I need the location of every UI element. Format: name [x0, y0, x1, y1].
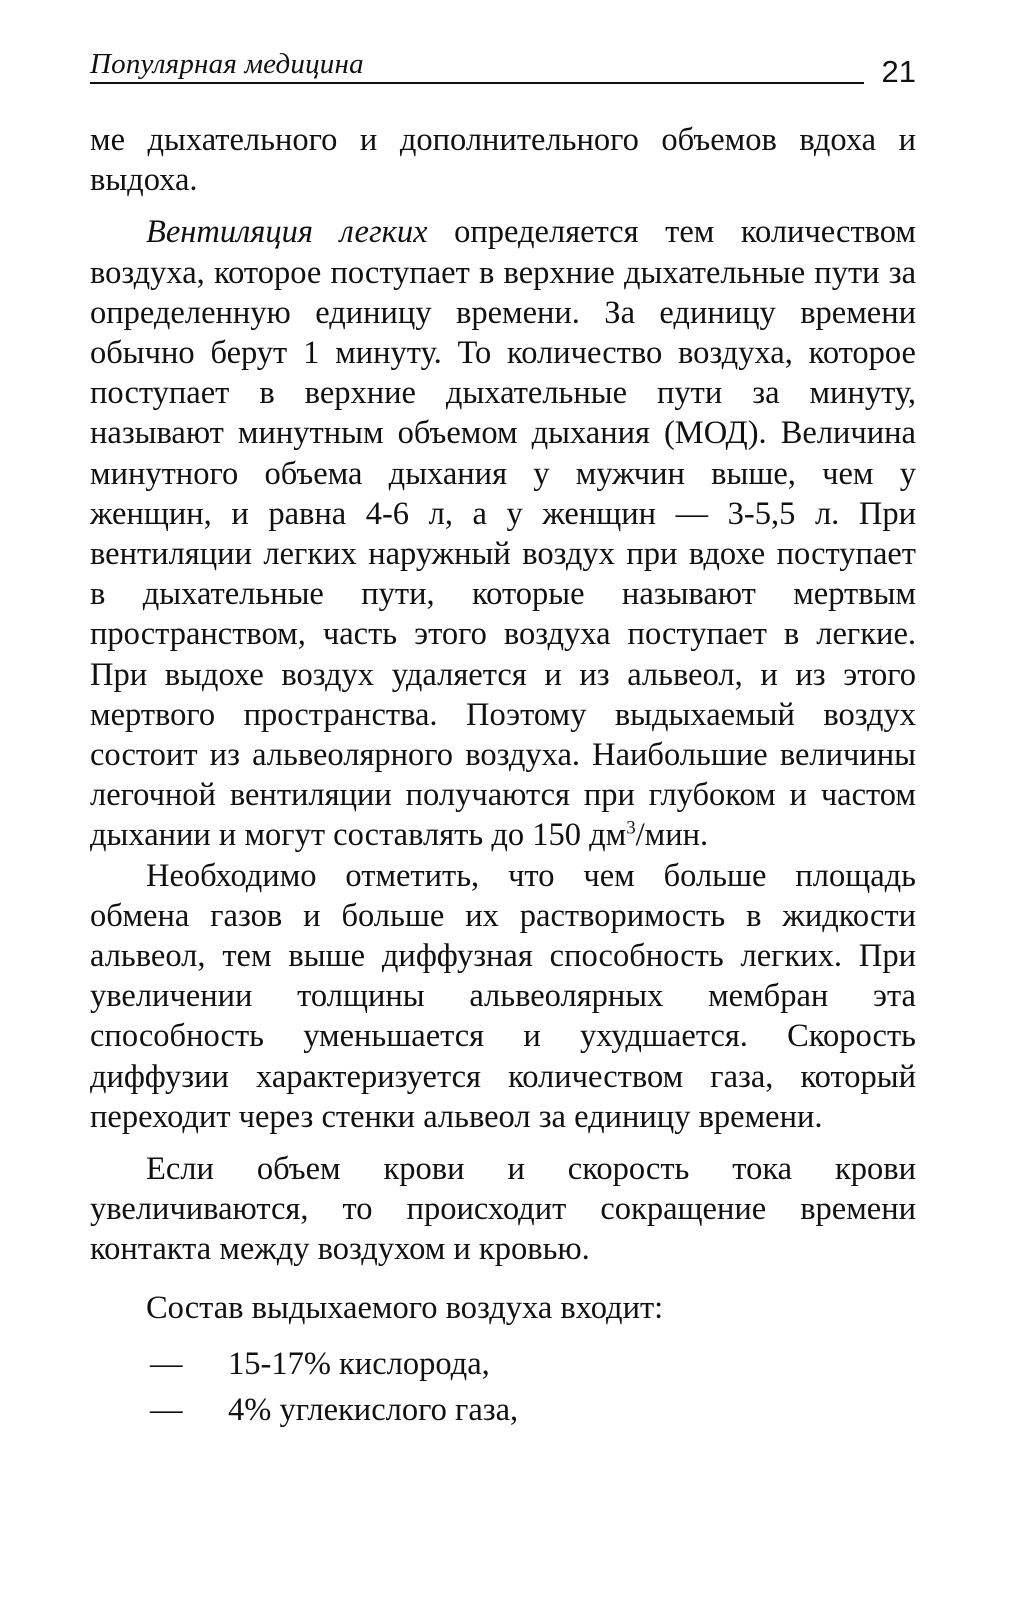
list-item — [90, 1388, 916, 1432]
paragraph-exhaled-air: Состав выдыхаемого воздуха входит: — [146, 1289, 664, 1326]
list-dash: — — [150, 1391, 183, 1428]
paragraph-lung-ventilation — [90, 212, 916, 855]
book-page — [90, 40, 916, 1434]
paragraph-diffusion: Необходимо отметить, что чем больше площадь обмена газов и больше их растворимость в жидкости альвеол, тем выше диффузная способность легких. При увеличении толщины альвеолярных мембран эта способность уменьшается и ухудшается. Скорость диффузии характеризуется количеством газа, который переходит через стенки альвеол за единицу времени. — [90, 857, 916, 1135]
paragraph-continuation: ме дыхательного и дополнительного объемов вдоха и выдоха. — [90, 122, 916, 199]
paragraph-blood-flow: Если объем крови и скорость тока крови увеличиваются, то происходит сокращение времени контакта между воздухом и кровью. — [90, 1151, 916, 1268]
list-item-text: 15-17% кислорода, — [228, 1345, 490, 1382]
list-dash: — — [150, 1345, 183, 1382]
body-text — [90, 120, 916, 1432]
exhaled-air-list — [90, 1342, 916, 1432]
list-item-text: 4% углекислого газа, — [228, 1391, 519, 1428]
header-rule — [90, 82, 864, 84]
running-title: Популярная медицина — [90, 48, 364, 80]
paragraph-text-end: /мин. — [635, 817, 709, 854]
page-number: 21 — [881, 54, 916, 89]
running-head — [90, 40, 916, 92]
superscript-cubed: 3 — [626, 817, 636, 839]
paragraph-text: определяется тем количеством воздуха, которое поступает в верхние дыхательные пути за определенную единицу времени. За единицу времени обычно берут 1 минуту. То количество воздуха, которое поступает в верхние дыхательные пути за минуту, называют минутным объемом дыхания (МОД). Величина минутного объема дыхания у мужчин выше, чем у женщин, и равна 4-6 л, а у женщин — 3-5,5 л. При вентиляции легких наружный воздух при вдохе поступает в дыхательные пути, которые называют мертвым пространством, часть этого воздуха поступает в легкие. При выдохе воздух удаляется и из альвеол, и из этого мертвого пространства. Поэтому выдыхаемый воздух состоит из альвеолярного воздуха. Наибольшие величины легочной вентиляции получаются при глубоком и частом дыхании и могут составлять до 150 дм — [90, 214, 916, 854]
term-lung-ventilation: Вентиляция легких — [146, 214, 428, 251]
list-item — [90, 1342, 916, 1386]
